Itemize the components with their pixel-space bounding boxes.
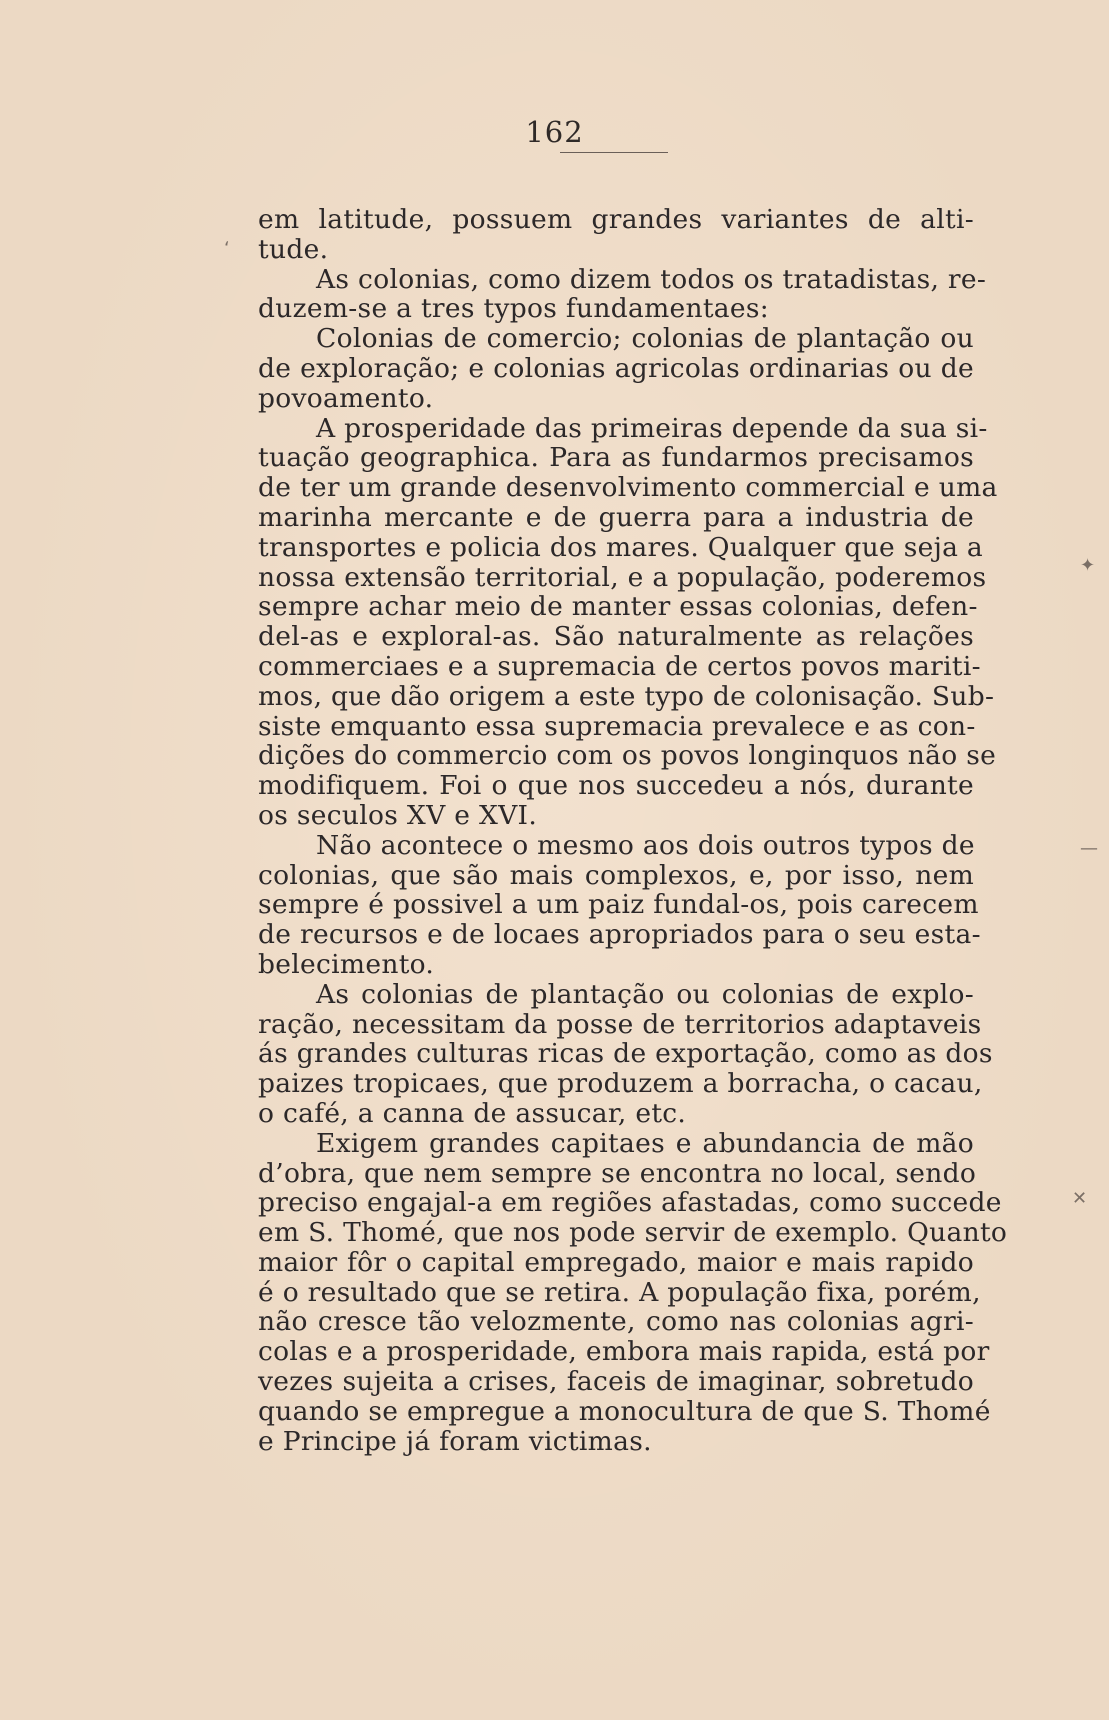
text-line: maior fôr o capital empregado, maior e mais rapido [258, 1246, 974, 1278]
text-line: não cresce tão velozmente, como nas colonias agri- [258, 1306, 974, 1338]
margin-speck: ✕ [1072, 1188, 1088, 1209]
body-text [258, 204, 1008, 1457]
text-line: tuação geographica. Para as fundarmos precisamos [258, 442, 974, 474]
text-line: de ter um grande desenvolvimento commercial e uma [258, 472, 998, 504]
margin-speck: ✦ [1080, 555, 1096, 576]
text-line: del-as e exploral-as. São naturalmente as relações [258, 621, 974, 653]
text-line: colas e a prosperidade, embora mais rapida, está por [258, 1336, 990, 1368]
text-line: ração, necessitam da posse de territorios adaptaveis [258, 1008, 982, 1040]
text-line: marinha mercante e de guerra para a industria de [258, 501, 974, 533]
text-line: colonias, que são mais complexos, e, por isso, nem [258, 859, 974, 891]
text-line: A prosperidade das primeiras depende da sua si- [316, 412, 988, 444]
text-line: vezes sujeita a crises, faceis de imaginar, sobretudo [258, 1366, 974, 1398]
text-line: e Principe já foram victimas. [258, 1425, 652, 1457]
text-line: é o resultado que se retira. A população fixa, porém, [258, 1276, 981, 1308]
text-line: As colonias de plantação ou colonias de explo- [316, 978, 974, 1010]
margin-speck: — [1080, 838, 1098, 859]
text-line: povoamento. [258, 382, 434, 414]
text-line: Não acontece o mesmo aos dois outros typos de [316, 829, 975, 861]
text-line: ás grandes culturas ricas de exportação, como as dos [258, 1038, 993, 1070]
text-line: preciso engajal-a em regiões afastadas, como succede [258, 1187, 1002, 1219]
text-line: tude. [258, 233, 329, 265]
text-line: quando se empregue a monocultura de que S. Thomé [258, 1395, 991, 1427]
text-line: commerciaes e a supremacia de certos povos mariti- [258, 650, 981, 682]
text-line: em S. Thomé, que nos pode servir de exemplo. Quanto [258, 1217, 1008, 1249]
text-line: As colonias, como dizem todos os tratadistas, re- [316, 263, 987, 295]
text-line: sempre é possivel a um paiz fundal-os, pois carecem [258, 889, 979, 921]
text-line: duzem-se a tres typos fundamentaes: [258, 293, 770, 325]
text-line: dições do commercio com os povos longinquos não se [258, 740, 997, 772]
text-line: de recursos e de locaes apropriados para o seu esta- [258, 919, 981, 951]
text-line: siste emquanto essa supremacia prevalece e as con- [258, 710, 976, 742]
text-line: modifiquem. Foi o que nos succedeu a nós, durante [258, 770, 974, 802]
text-line: o café, a canna de assucar, etc. [258, 1097, 687, 1129]
text-line: mos, que dão origem a este typo de colonisação. Sub- [258, 680, 995, 712]
text-line: os seculos XV e XVI. [258, 799, 538, 831]
text-line: de exploração; e colonias agricolas ordinarias ou de [258, 352, 974, 384]
text-line: transportes e policia dos mares. Qualquer que seja a [258, 531, 984, 563]
margin-speck: ʻ [224, 238, 230, 259]
text-line: belecimento. [258, 948, 435, 980]
page-number-rule [560, 152, 668, 153]
text-line: Colonias de comercio; colonias de plantação ou [316, 323, 974, 355]
text-line: em latitude, possuem grandes variantes de alti- [258, 204, 974, 235]
text-line: Exigem grandes capitaes e abundancia de mão [316, 1127, 974, 1159]
text-line: sempre achar meio de manter essas colonias, defen- [258, 591, 978, 623]
page-number: 162 [525, 115, 584, 149]
text-line: d’obra, que nem sempre se encontra no local, sendo [258, 1157, 977, 1189]
text-line: nossa extensão territorial, e a população, poderemos [258, 561, 987, 593]
text-line: paizes tropicaes, que produzem a borracha, o cacau, [258, 1068, 983, 1100]
